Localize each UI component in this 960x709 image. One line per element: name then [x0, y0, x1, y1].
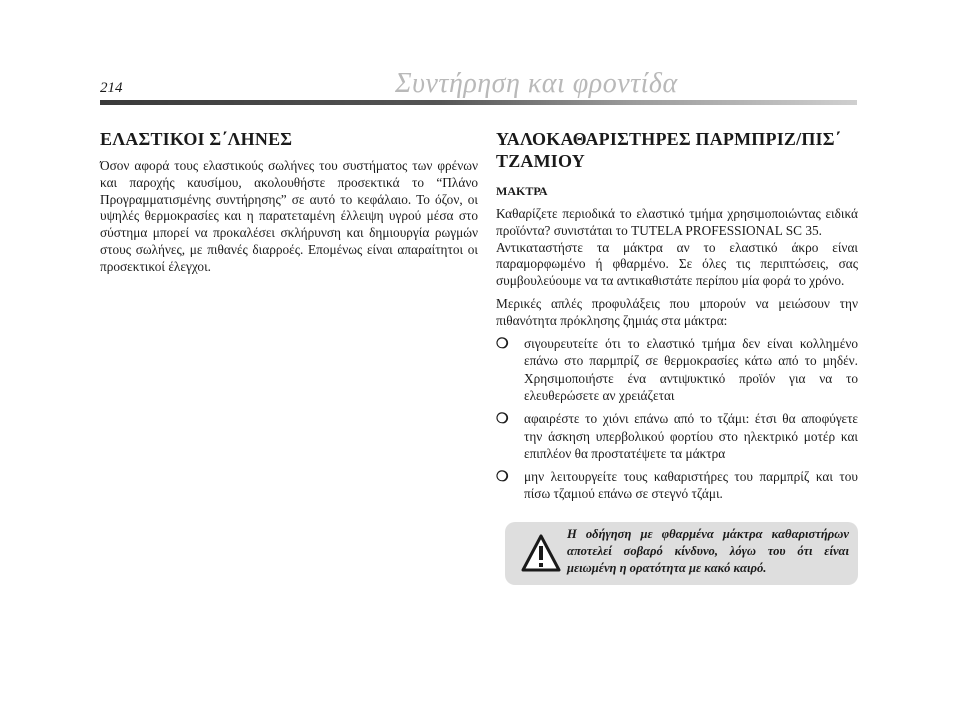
- list-item-text: μην λειτουργείτε τους καθαριστήρες του παρμπρίζ και του πίσω τζαμιού επάνω σε στεγνό τζάμι.: [524, 468, 858, 502]
- left-column: [100, 128, 478, 276]
- paragraph-cleaning: Καθαρίζετε περιοδικά το ελαστικό τμήμα χρησιμοποιώντας ειδικά προϊόντα? συνιστάται το TUTELA PROFESSIONAL SC 35.: [496, 206, 858, 238]
- list-item: [496, 335, 858, 405]
- list-item: [496, 468, 858, 503]
- list-item: [496, 410, 858, 463]
- page-number: 214: [100, 80, 123, 96]
- section-heading-hoses: ΕΛΑΣΤΙΚΟΙ Σ΄ΛΗΝΕΣ: [100, 129, 293, 149]
- header-rule: [100, 100, 857, 105]
- warning-box: [505, 522, 858, 585]
- warning-triangle-icon: [521, 534, 561, 572]
- right-column: [496, 128, 858, 508]
- warning-text: Η οδήγηση με φθαρμένα μάκτρα καθαριστήρων αποτελεί σοβαρό κίνδυνο, λόγω του ότι είναι μειωμένη η ορατότητα με κακό καιρό.: [567, 527, 849, 575]
- bullet-icon: ❍: [496, 411, 509, 427]
- hoses-paragraph: Όσον αφορά τους ελαστικούς σωλήνες του συστήματος των φρένων και παροχής καυσίμου, ακολουθήστε προσεκτικά το “Πλάνο Προγραμματισμένης συντήρησης” σε αυτό το κεφάλαιο. Το όζον, οι υψηλές θερμοκρασίες και η παρατεταμένη έλλειψη υγρού μέσα στο σύστημα μπορεί να προκαλέσει σκλήρυνση και δημιουργία ρωγμών στους σωλήνες, με πιθανές διαρροές. Επομένως είναι απαραίτητοι οι προσεκτικοί έλεγχοι.: [100, 158, 478, 274]
- paragraph-precautions: Μερικές απλές προφυλάξεις που μπορούν να μειώσουν την πιθανότητα πρόκλησης ζημιάς στα μάκτρα:: [496, 295, 858, 328]
- section-heading-wipers: ΥΑΛΟΚΑΘΑΡΙΣΤΗΡΕΣ ΠΑΡΜΠΡΙΖ/ΠΙΣ΄ ΤΖΑΜΙΟΥ: [496, 129, 841, 171]
- bullet-icon: ❍: [496, 469, 509, 485]
- page-title: Συντήρηση και φροντίδα: [395, 68, 678, 99]
- list-item-text: σιγουρευτείτε ότι το ελαστικό τμήμα δεν είναι κολλημένο επάνω στο παρμπρίζ σε θερμοκρασίες κάτω από το μηδέν. Χρησιμοποιήστε ένα αντιψυκτικό προϊόν για να το ελευθερώσετε αν χρειάζεται: [524, 335, 858, 404]
- precautions-list: [496, 335, 858, 503]
- list-item-text: αφαιρέστε το χιόνι επάνω από το τζάμι: έτσι θα αποφύγετε την άσκηση υπερβολικού φορτίου στο ηλεκτρικό μοτέρ και επιπλέον θα προστατέψετε τα μάκτρα: [524, 410, 858, 462]
- subheading-blades: ΜΑΚΤΡΑ: [496, 184, 548, 198]
- bullet-icon: ❍: [496, 336, 509, 352]
- paragraph-replace: Αντικαταστήστε τα μάκτρα αν το ελαστικό άκρο είναι παραμορφωμένο ή φθαρμένο. Σε όλες τις περιπτώσεις, σας συμβουλεύουμε να τα αντικαθιστάτε περίπου μία φορά το χρόνο.: [496, 239, 858, 289]
